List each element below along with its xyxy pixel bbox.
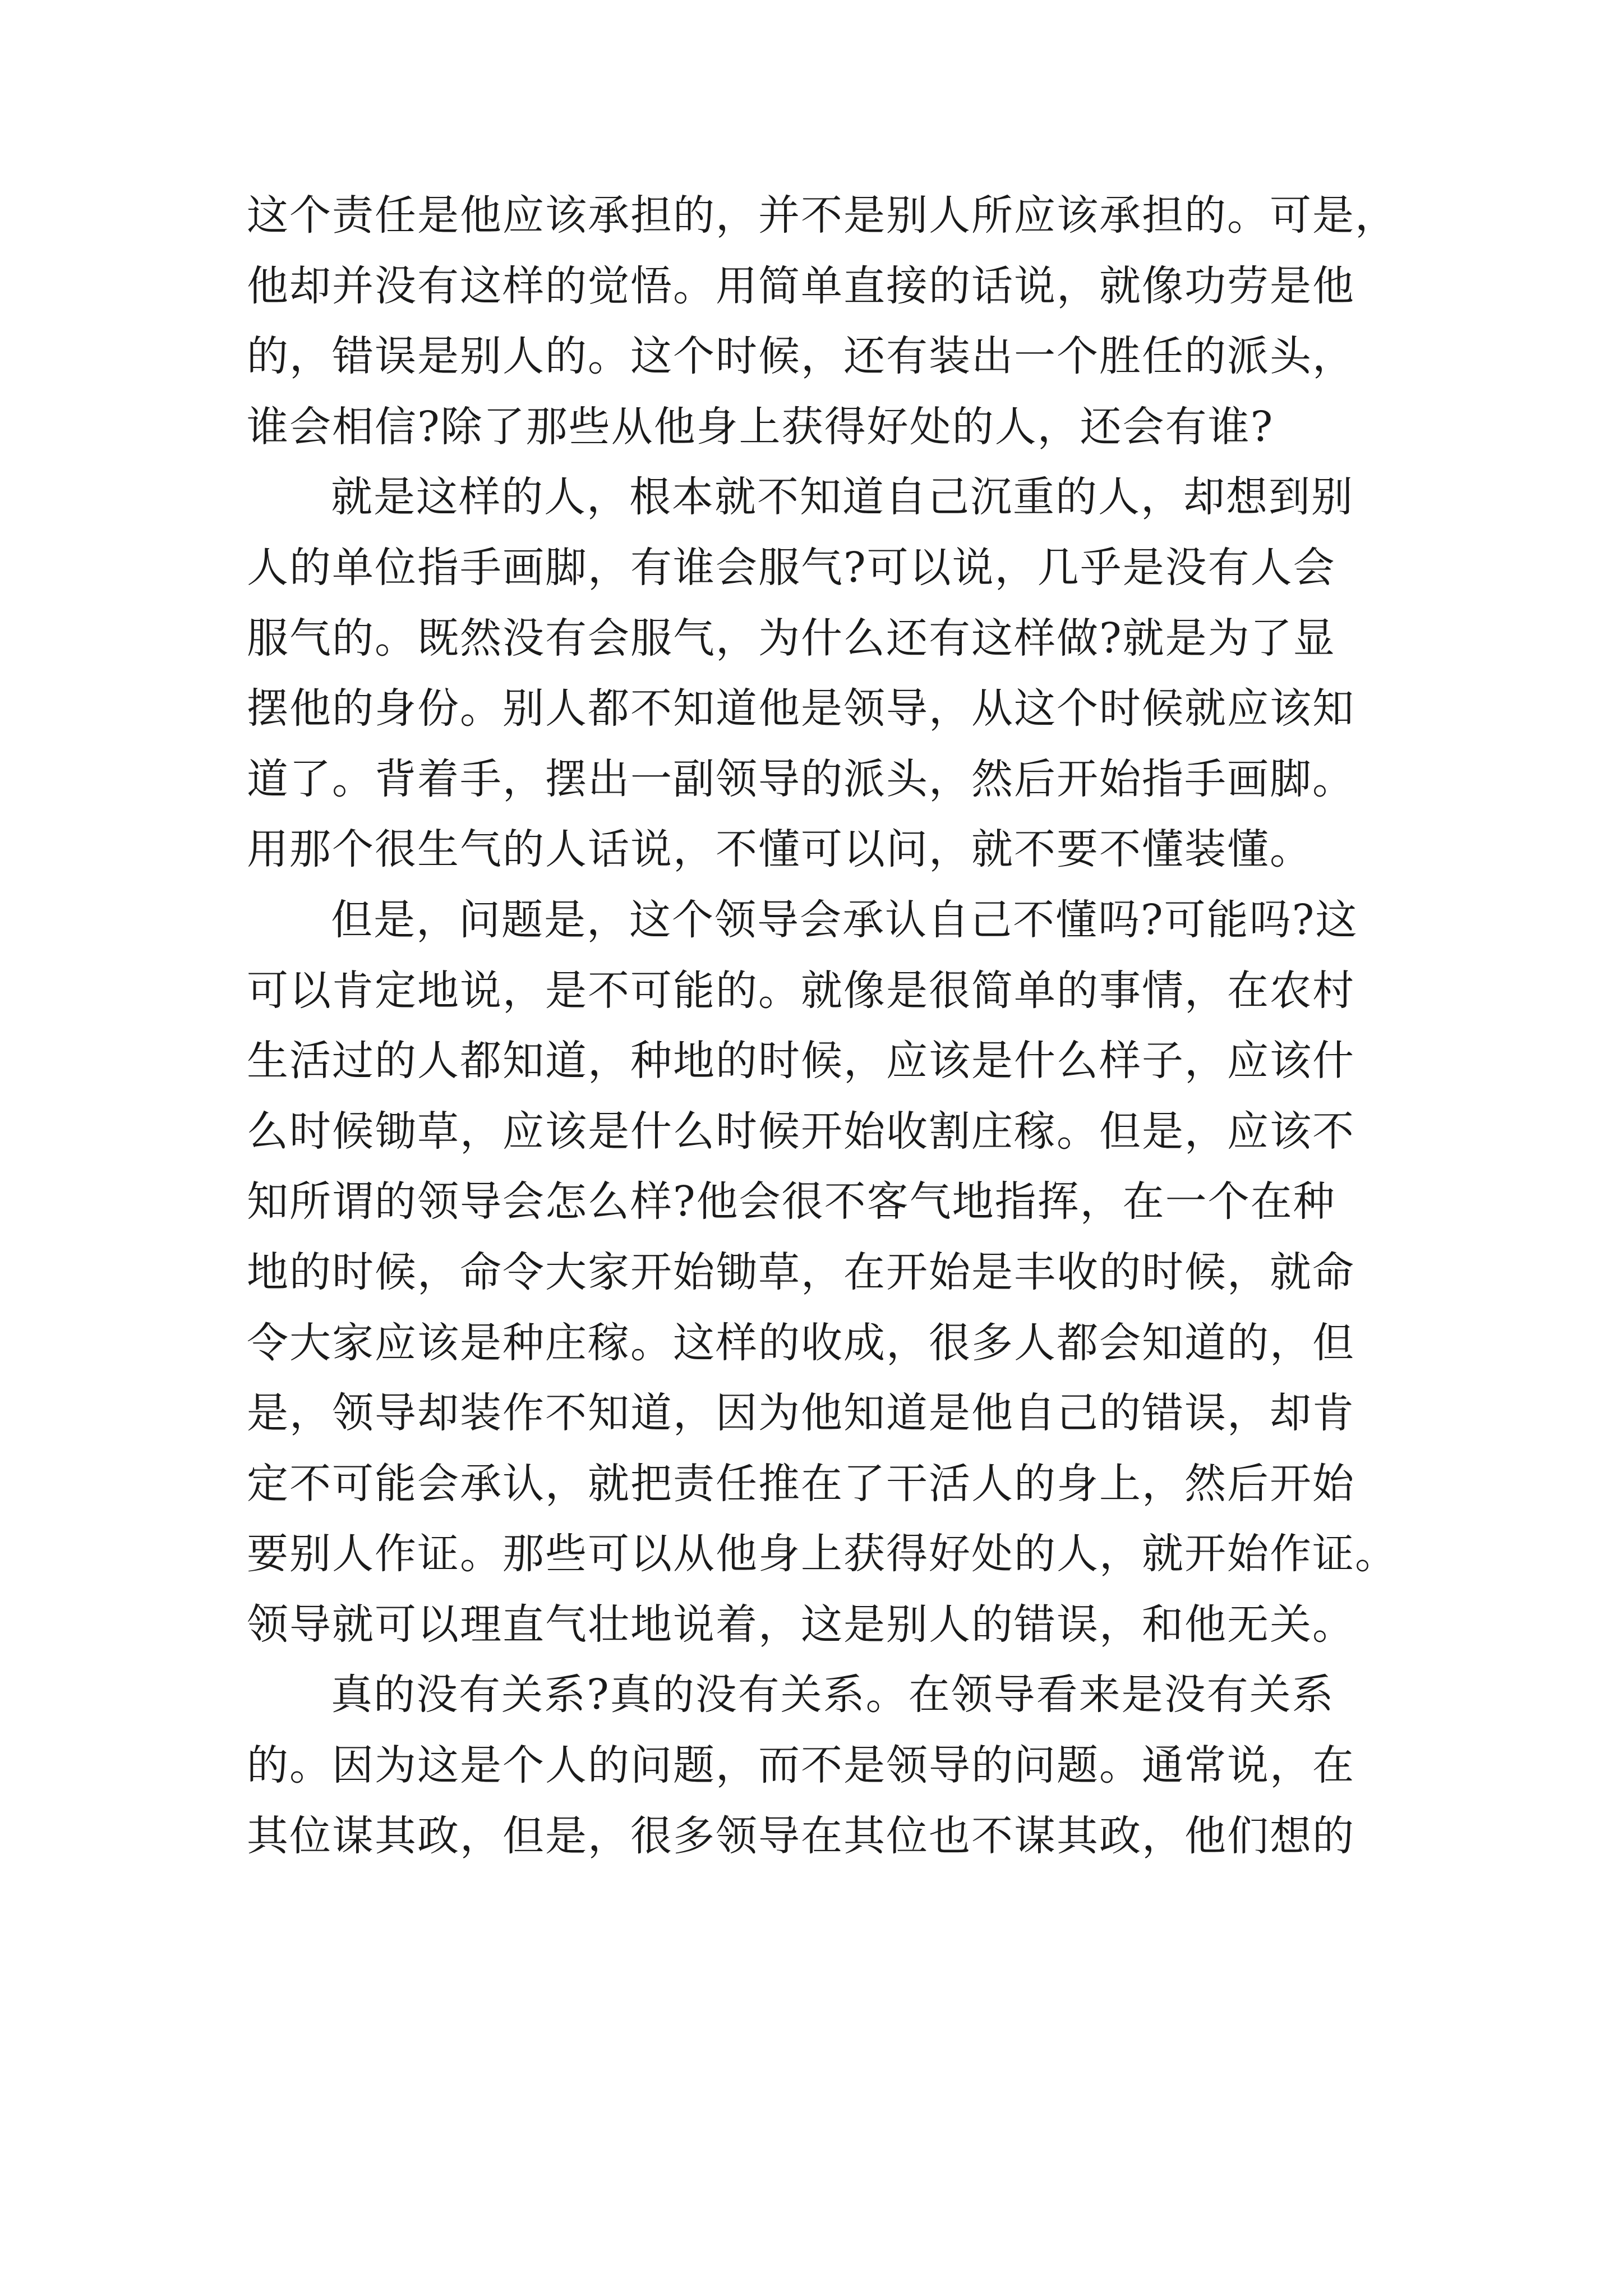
text-line: 地的时候，命令大家开始锄草，在开始是丰收的时候，就命 [247, 1248, 1355, 1296]
text-line: 服气的。既然没有会服气，为什么还有这样做?就是为了显 [247, 614, 1336, 662]
text-line: 真的没有关系?真的没有关系。在领导看来是没有关系 [331, 1671, 1335, 1719]
text-line: 可以肯定地说，是不可能的。就像是很简单的事情，在农村 [247, 966, 1355, 1015]
text-line: 要别人作证。那些可以从他身上获得好处的人，就开始作证。 [247, 1530, 1398, 1579]
text-line: 道了。背着手，摆出一副领导的派头，然后开始指手画脚。 [247, 754, 1355, 803]
text-line: 定不可能会承认，就把责任推在了干活人的身上，然后开始 [247, 1459, 1355, 1508]
text-line: 的。因为这是个人的问题，而不是领导的问题。通常说，在 [247, 1741, 1355, 1790]
text-line: 但是，问题是，这个领导会承认自己不懂吗?可能吗?这 [331, 895, 1358, 944]
text-line: 人的单位指手画脚，有谁会服气?可以说，几乎是没有人会 [247, 543, 1336, 592]
text-line: 令大家应该是种庄稼。这样的收成，很多人都会知道的，但 [247, 1318, 1355, 1367]
text-line: 用那个很生气的人话说，不懂可以问，就不要不懂装懂。 [247, 825, 1312, 874]
text-line: 这个责任是他应该承担的，并不是别人所应该承担的。可是， [247, 191, 1398, 240]
text-line: 领导就可以理直气壮地说着，这是别人的错误，和他无关。 [247, 1600, 1355, 1649]
text-line: 生活过的人都知道，种地的时候，应该是什么样子，应该什 [247, 1037, 1355, 1085]
text-line: 知所谓的领导会怎么样?他会很不客气地指挥，在一个在种 [247, 1177, 1336, 1226]
text-line: 的，错误是别人的。这个时候，还有装出一个胜任的派头， [247, 332, 1355, 381]
text-line: 么时候锄草，应该是什么时候开始收割庄稼。但是，应该不 [247, 1107, 1355, 1156]
document-body [247, 181, 1396, 1871]
text-line: 他却并没有这样的觉悟。用简单直接的话说，就像功劳是他 [247, 261, 1355, 310]
text-line: 是，领导却装作不知道，因为他知道是他自己的错误，却肯 [247, 1389, 1355, 1438]
text-line: 其位谋其政，但是，很多领导在其位也不谋其政，他们想的 [247, 1811, 1355, 1860]
text-line: 就是这样的人，根本就不知道自己沉重的人，却想到别 [331, 473, 1354, 522]
text-line: 摆他的身份。别人都不知道他是领导，从这个时候就应该知 [247, 684, 1355, 733]
text-line: 谁会相信?除了那些从他身上获得好处的人，还会有谁? [247, 402, 1274, 451]
